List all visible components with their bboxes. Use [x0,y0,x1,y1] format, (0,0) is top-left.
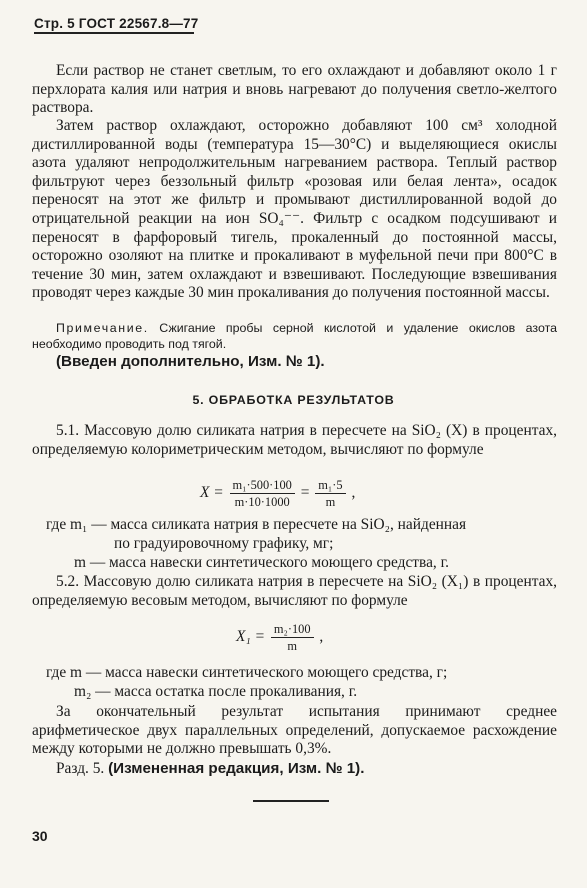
s51-where-1b: по градуировочному графику, мг; [114,535,334,552]
note-lead: Примечание. [56,321,149,335]
formula-5-2-num: m₂·100 [271,622,314,638]
formula-5-1-den-2: m [325,495,336,509]
page-header: Стр. 5 ГОСТ 22567.8—77 [34,16,199,31]
s52-where-1: где m — масса навески синтетического моющего средства, г; [46,664,448,681]
section-edit-prefix: Разд. 5. [56,760,109,777]
formula-5-2-tail: , [319,628,324,646]
formula-5-1-equals: = [300,484,310,502]
s51-where-1: где m₁ — масса силиката натрия в пересчете на SiO₂, найденная [46,516,467,533]
formula-5-1-den-1: m·10·1000 [234,495,290,509]
formula-5-1-fraction-2 [315,478,345,509]
section-title: 5. ОБРАБОТКА РЕЗУЛЬТАТОВ [192,393,395,407]
note [32,321,557,352]
page-number: 30 [32,828,48,844]
note-text: Сжигание пробы серной кислотой и удаление окислов азота необходимо проводить под тягой. [32,321,557,351]
formula-5-2-lhs: X₁ = [236,628,265,646]
formula-5-1-tail: , [351,484,356,502]
formula-5-1-num-1: m₁·500·100 [230,478,295,494]
formula-5-2-den: m [287,639,298,653]
footer-divider [253,800,329,802]
s52-where-2: m₂ — масса остатка после прокаливания, г. [74,683,358,700]
section-edit-bold: (Измененная редакция, Изм. № 1). [108,760,365,777]
formula-5-2-fraction [271,622,314,653]
s51-where-2: m — масса навески синтетического моющего средства, г. [74,554,450,571]
formula-5-2 [236,622,323,653]
section-5-2-text: 5.2. Массовую долю силиката натрия в пересчете на SiO₂ (X₁) в процентах, определяемую весовым методом, вычисляют по формуле [32,573,557,609]
formula-5-1 [200,478,355,509]
formula-5-1-lhs: X = [200,484,224,502]
formula-5-1-fraction-1 [230,478,295,509]
formula-5-1-num-2: m₁·5 [315,478,345,494]
paragraph-1: Если раствор не станет светлым, то его охлаждают и добавляют около 1 г перхлората калия или натрия и вновь нагревают до получения светло-желтого раствора. [32,62,557,117]
section-5-1-text: 5.1. Массовую долю силиката натрия в пересчете на SiO₂ (X) в процентах, определяемую колориметрическим методом, вычисляют по формуле [32,422,557,458]
section-edit-note [56,760,364,778]
introduced-note: (Введен дополнительно, Изм. № 1). [56,353,325,370]
header-underline [34,32,194,34]
final-result-text: За окончательный результат испытания принимают среднее арифметическое двух параллельных определений, допускаемое расхождение между которыми не должно превышать 0,3%. [32,703,557,758]
paragraph-2: Затем раствор охлаждают, осторожно добавляют 100 см³ холодной дистиллированной воды (температура 15—30°С) и выделяющиеся окислы азота удаляют непродолжительным нагреванием раствора. Теплый раствор фильтруют через беззольный фильтр «розовая или белая лента», осадок переносят на этот же фильтр и промывают дистиллированной водой до отрицательной реакции на ион SO₄⁻⁻. Фильтр с осадком подсушивают и переносят в фарфоровый тигель, прокаленный до постоянной массы, осторожно озоляют на плитке и прокаливают в муфельной печи при 800°С в течение 30 мин, затем охлаждают и взвешивают. Последующие взвешивания проводят через каждые 30 мин прокаливания до получения постоянной массы. [32,117,557,302]
